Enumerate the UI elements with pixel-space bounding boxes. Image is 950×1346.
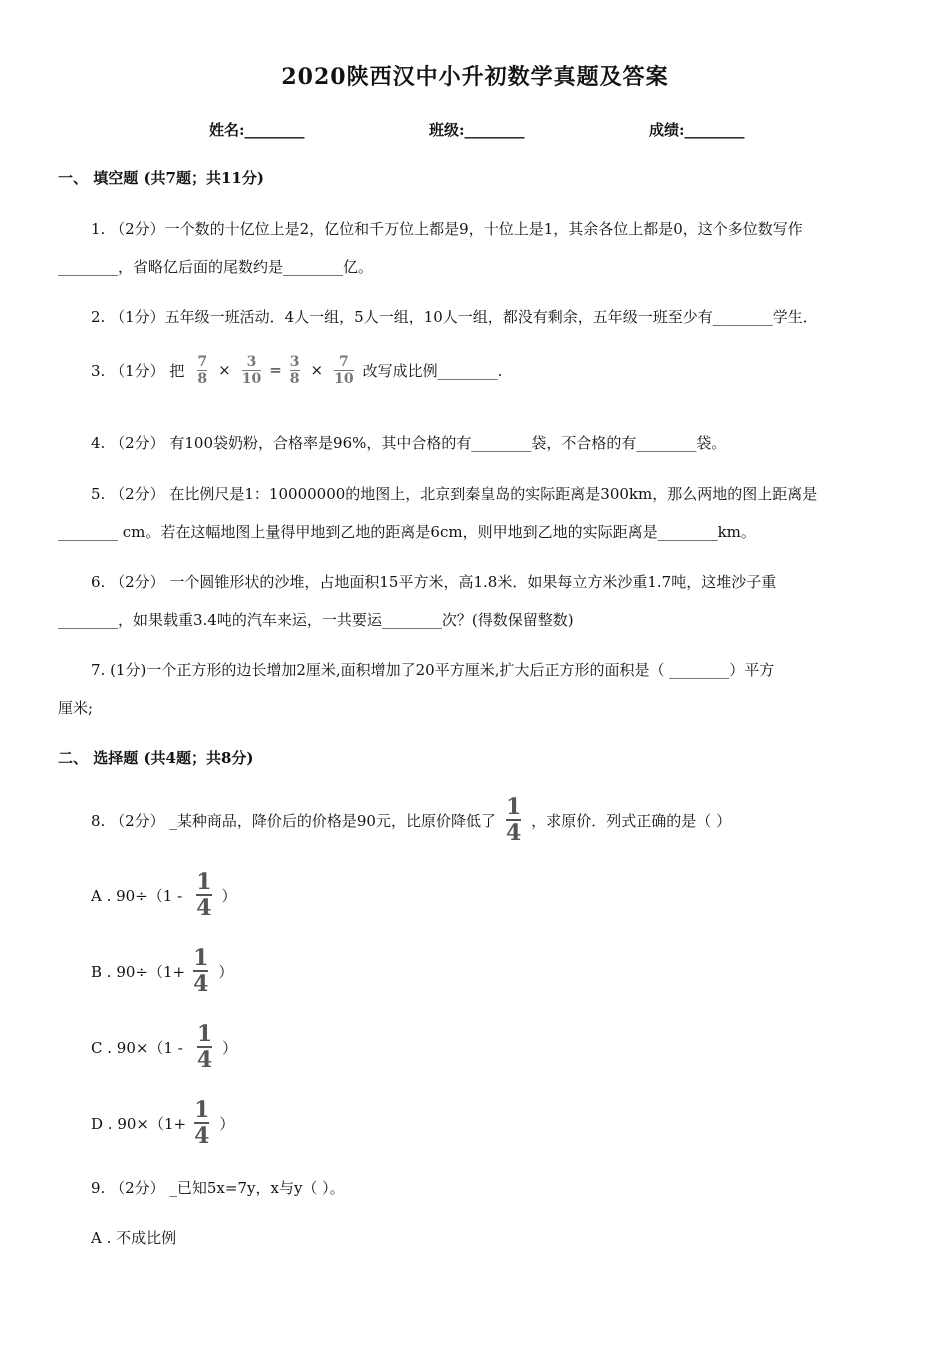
option-a[interactable] — [91, 865, 237, 925]
question-3 — [91, 350, 502, 390]
option-b[interactable] — [91, 941, 233, 1001]
question-9-line-1: 9. （2分） _已知5x=7y，x与y（ ）。 — [91, 1179, 345, 1197]
option-b-close: ） — [218, 962, 234, 981]
question-8-prefix: 8. （2分） _某种商品，降价后的价格是90元，比原价降低了 — [91, 811, 496, 830]
fraction-7-8: $\frac{7}{8}$ — [197, 353, 208, 387]
option-a-q9[interactable]: A . 不成比例 — [91, 1229, 177, 1247]
question-5-line-1: 5. （2分） 在比例尺是1：10000000的地图上，北京到秦皇岛的实际距离是300km，那么两地的图上距离是 — [91, 485, 818, 503]
question-1-line-1: 1. （2分）一个数的十亿位上是2，亿位和千万位上都是9，十位上是1，其余各位上都是0，这个多位数写作 — [91, 220, 803, 238]
times-sign: × — [218, 361, 231, 379]
option-d-close: ） — [219, 1114, 235, 1133]
section-1-heading: 一、 填空题 (共7题；共11分) — [58, 169, 264, 187]
option-a-text: A . 90÷（1 - — [91, 886, 183, 905]
question-7-line-1: 7. (1分)一个正方形的边长增加2厘米,面积增加了20平方厘米,扩大后正方形的面积是（ ________）平方 — [91, 661, 775, 679]
question-8-suffix: ，求原价．列式正确的是（ ） — [531, 811, 732, 830]
fraction-1-4: $\frac{1}{4}$ — [196, 869, 212, 921]
times-sign: × — [310, 361, 324, 379]
question-7-line-2: 厘米; — [58, 699, 94, 717]
option-a-close: ） — [221, 886, 237, 905]
question-1-line-2: ________，省略亿后面的尾数约是________亿。 — [58, 258, 374, 276]
fraction-3-10: $\frac{3}{10}$ — [241, 353, 262, 387]
fraction-7-10: $\frac{7}{10}$ — [334, 353, 354, 387]
question-2-line-1: 2. （1分）五年级一班活动．4人一组，5人一组，10人一组，都没有剩余，五年级一班至少有________学生． — [91, 308, 818, 326]
section-2-heading: 二、 选择题 (共4题；共8分) — [58, 749, 254, 767]
page-title: 2020陕西汉中小升初数学真题及答案 — [281, 64, 669, 90]
question-6-line-1: 6. （2分） 一个圆锥形状的沙堆，占地面积15平方米，高1.8米．如果每立方米沙重1.7吨，这堆沙子重 — [91, 573, 777, 591]
fraction-1-4: $\frac{1}{4}$ — [193, 945, 209, 997]
question-6-line-2: ________，如果载重3.4吨的汽车来运，一共要运________次？(得数保留整数) — [58, 611, 574, 629]
fraction-3-8: $\frac{3}{8}$ — [289, 353, 300, 387]
fraction-1-4: $\frac{1}{4}$ — [196, 1021, 213, 1073]
class-field: 班级:________ — [429, 121, 525, 139]
question-5-line-2: ________ cm。若在这幅地图上量得甲地到乙地的距离是6cm，则甲地到乙地的实际距离是________km。 — [58, 523, 756, 541]
option-d[interactable] — [91, 1093, 234, 1153]
option-c-text: C . 90×（1 - — [91, 1038, 183, 1057]
option-b-text: B . 90÷（1+ — [91, 962, 186, 981]
question-3-prefix: 3. （1分） 把 — [91, 361, 185, 380]
name-field: 姓名:________ — [209, 121, 305, 139]
score-field: 成绩:________ — [649, 121, 745, 139]
option-c-close: ） — [222, 1038, 238, 1057]
option-d-text: D . 90×（1+ — [91, 1114, 187, 1133]
question-4-line-1: 4. （2分） 有100袋奶粉，合格率是96%，其中合格的有________袋，不合格的有________袋。 — [91, 434, 727, 452]
fraction-1-4: $\frac{1}{4}$ — [194, 1097, 210, 1149]
question-8 — [91, 790, 731, 850]
question-3-suffix: 改写成比例________. — [362, 361, 503, 380]
equals-sign: = — [269, 361, 282, 379]
option-c[interactable] — [91, 1017, 237, 1077]
fraction-1-4: $\frac{1}{4}$ — [505, 794, 522, 846]
